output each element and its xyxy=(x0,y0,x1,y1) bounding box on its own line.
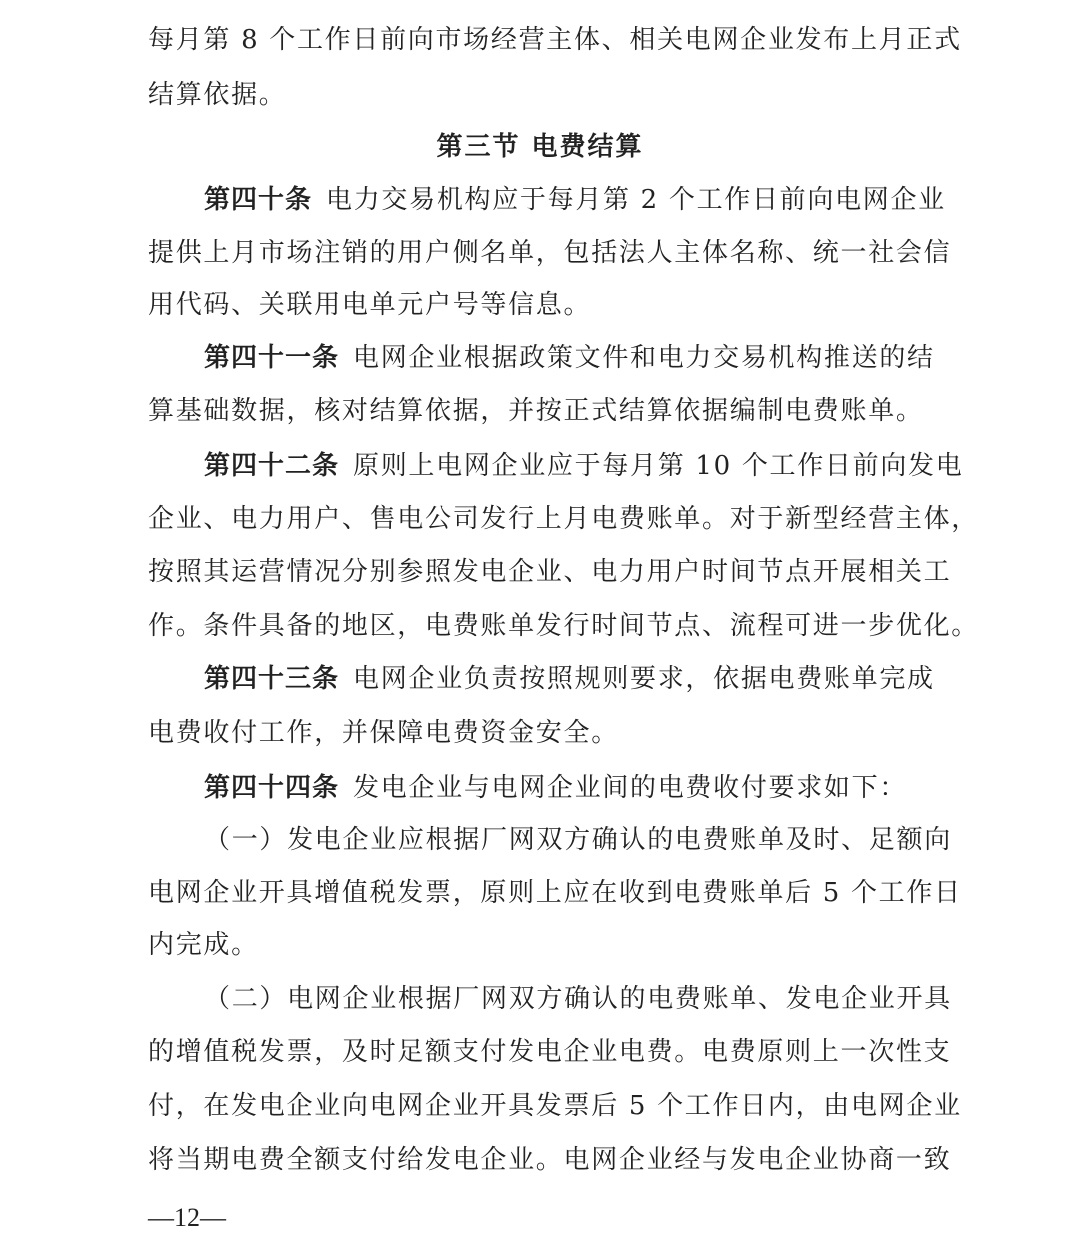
text-line: 的增值税发票，及时足额支付发电企业电费。电费原则上一次性支 xyxy=(148,1037,952,1067)
article-text: 电网企业根据政策文件和电力交易机构推送的结 xyxy=(353,343,935,373)
text-line: 每月第 8 个工作日前向市场经营主体、相关电网企业发布上月正式 xyxy=(148,25,962,55)
text-line: 提供上月市场注销的用户侧名单，包括法人主体名称、统一社会信 xyxy=(148,238,952,268)
article-44 xyxy=(204,768,932,808)
clause-2: （二）电网企业根据厂网双方确认的电费账单、发电企业开具 xyxy=(204,984,952,1014)
article-41 xyxy=(204,338,935,378)
text-line: 用代码、关联用电单元户号等信息。 xyxy=(148,290,592,320)
text-line: 内完成。 xyxy=(148,930,259,960)
article-text: 发电企业与电网企业间的电费收付要求如下： xyxy=(353,773,908,803)
text-line: 电网企业开具增值税发票，原则上应在收到电费账单后 5 个工作日 xyxy=(148,878,962,908)
article-text: 原则上电网企业应于每月第 10 个工作日前向发电 xyxy=(353,451,964,481)
article-text: 电网企业负责按照规则要求，依据电费账单完成 xyxy=(353,664,935,694)
page-number: —12— xyxy=(148,1203,226,1232)
article-40 xyxy=(204,180,946,220)
text-line: 作。条件具备的地区，电费账单发行时间节点、流程可进一步优化。 xyxy=(148,611,980,641)
article-43 xyxy=(204,659,935,699)
text-line: 付，在发电企业向电网企业开具发票后 5 个工作日内，由电网企业 xyxy=(148,1091,962,1121)
article-number: 第四十四条 xyxy=(204,773,340,803)
text-line: 算基础数据，核对结算依据，并按正式结算依据编制电费账单。 xyxy=(148,396,924,426)
section-heading: 第三节 电费结算 xyxy=(436,132,644,162)
article-number: 第四十二条 xyxy=(204,451,340,481)
text-line: 将当期电费全额支付给发电企业。电网企业经与发电企业协商一致 xyxy=(148,1145,952,1175)
article-number: 第四十三条 xyxy=(204,664,340,694)
text-line: 企业、电力用户、售电公司发行上月电费账单。对于新型经营主体， xyxy=(148,504,980,534)
article-text: 电力交易机构应于每月第 2 个工作日前向电网企业 xyxy=(326,185,946,215)
article-number: 第四十条 xyxy=(204,185,313,215)
text-line: 电费收付工作，并保障电费资金安全。 xyxy=(148,718,619,748)
article-number: 第四十一条 xyxy=(204,343,340,373)
text-line: 结算依据。 xyxy=(148,80,287,110)
text-line: 按照其运营情况分别参照发电企业、电力用户时间节点开展相关工 xyxy=(148,557,952,587)
article-42 xyxy=(204,446,964,486)
clause-1: （一）发电企业应根据厂网双方确认的电费账单及时、足额向 xyxy=(204,825,952,855)
